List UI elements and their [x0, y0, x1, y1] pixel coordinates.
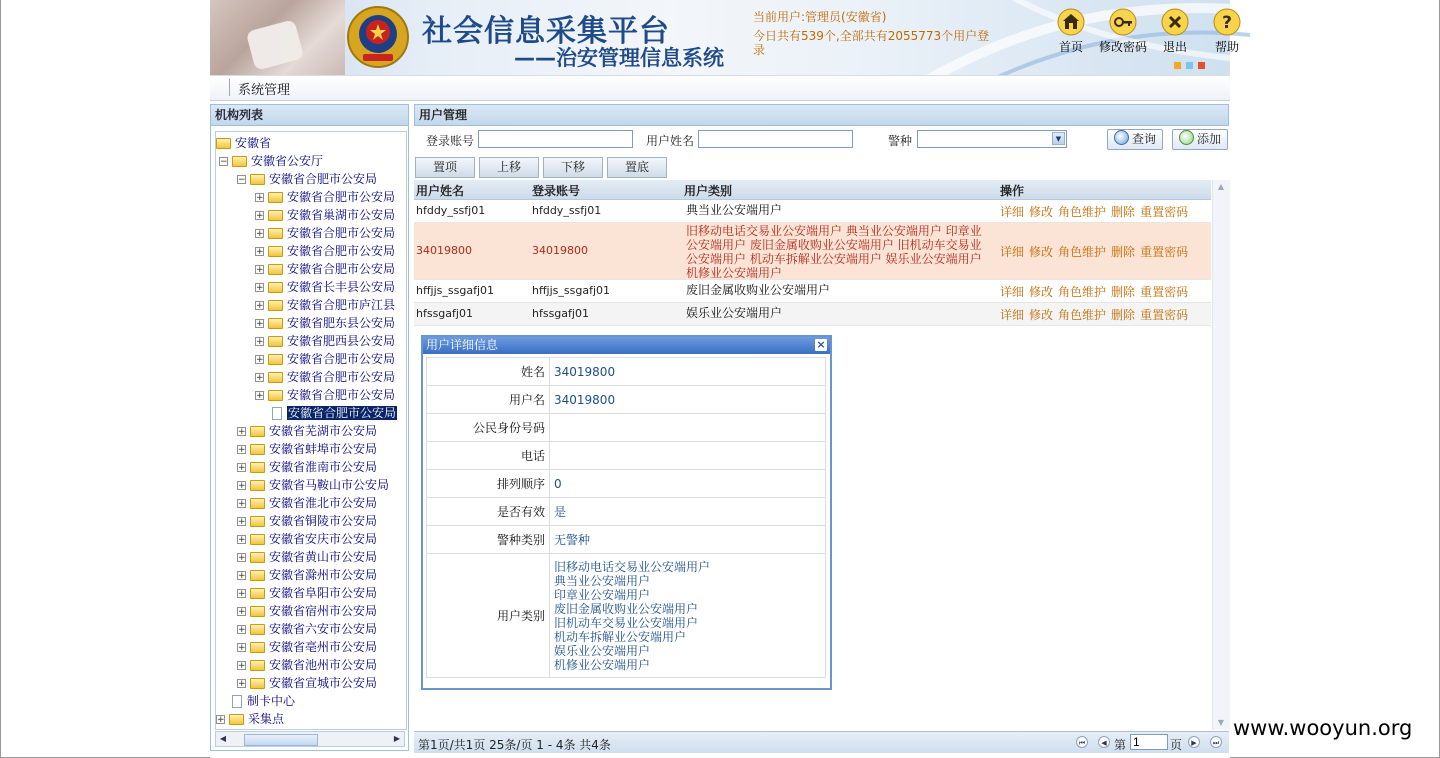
folder-icon — [250, 174, 265, 185]
cell-user-type — [686, 306, 998, 320]
nav-change-password-label: 修改密码 — [1098, 40, 1147, 54]
role-maintain-link[interactable]: 角色维护 — [1058, 205, 1107, 219]
user-type-line: 机修业公安端用户 — [686, 266, 783, 280]
tree-node-label: 安徽省合肥市公安局 — [287, 370, 396, 384]
user-detail-dialog — [421, 335, 832, 690]
close-icon[interactable]: × — [816, 338, 826, 351]
cell-user-name: 34019800 — [416, 244, 472, 257]
tree-node[interactable] — [255, 404, 397, 422]
role-maintain-link[interactable]: 角色维护 — [1058, 245, 1107, 259]
detail-value-line: 34019800 — [554, 364, 616, 379]
query-label: 查询 — [1131, 132, 1156, 146]
tree-node-label: 安徽省马鞍山市公安局 — [269, 478, 390, 492]
row-actions — [1000, 203, 1193, 220]
cell-user-type — [686, 283, 998, 297]
top-nav — [1045, 8, 1253, 55]
detail-value-line: 娱乐业公安端用户 — [554, 643, 651, 658]
tree-node-label: 安徽省 — [235, 136, 272, 150]
scroll-right-arrow-icon[interactable]: ▶ — [393, 734, 401, 743]
expand-icon[interactable]: + — [238, 499, 246, 509]
expand-icon[interactable]: + — [256, 319, 264, 329]
tree-node[interactable] — [237, 620, 377, 638]
folder-icon — [250, 588, 265, 599]
tree-node[interactable] — [255, 224, 395, 242]
detail-row — [427, 386, 826, 414]
collapse-icon[interactable]: − — [220, 157, 228, 167]
move-up-button[interactable]: 上移 — [479, 157, 539, 178]
module-bar — [210, 75, 1230, 101]
tree-node[interactable] — [255, 260, 395, 278]
folder-icon — [268, 300, 283, 311]
name-label: 用户姓名 — [646, 134, 695, 148]
expand-icon[interactable]: + — [256, 391, 264, 401]
detail-key: 是否有效 — [427, 498, 550, 526]
tree-node-label: 安徽省阜阳市公安局 — [269, 586, 378, 600]
expand-icon[interactable]: + — [217, 715, 225, 725]
folder-icon — [268, 264, 283, 275]
tree-node-label: 安徽省蚌埠市公安局 — [269, 442, 378, 456]
platform-title: 社会信息采集平台 — [422, 14, 670, 49]
folder-icon — [250, 534, 265, 545]
tree-node-label: 安徽省合肥市庐江县 — [287, 298, 396, 312]
expand-icon[interactable]: + — [238, 571, 246, 581]
reset-password-link[interactable]: 重置密码 — [1140, 285, 1189, 299]
banner-photo — [210, 0, 345, 75]
folder-icon — [268, 318, 283, 329]
police-emblem-icon — [345, 4, 411, 70]
detail-key: 姓名 — [427, 358, 550, 386]
edit-link[interactable]: 修改 — [1029, 285, 1054, 299]
detail-key: 公民身份号码 — [427, 414, 550, 442]
table-row[interactable] — [414, 200, 1211, 223]
tree-node-label: 安徽省肥西县公安局 — [287, 334, 396, 348]
add-button[interactable] — [1172, 129, 1228, 150]
key-icon — [1109, 8, 1137, 36]
tree-node-label: 安徽省铜陵市公安局 — [269, 514, 378, 528]
detail-key: 用户类别 — [427, 554, 550, 678]
pager-summary: 第1页/共1页 25条/页 1 - 4条 共4条 — [418, 738, 611, 752]
dialog-titlebar[interactable] — [423, 337, 830, 354]
move-bottom-button[interactable]: 置底 — [607, 157, 667, 178]
tree-node[interactable] — [255, 314, 395, 332]
expand-icon[interactable]: + — [256, 211, 264, 221]
theme-red-swatch[interactable] — [1198, 62, 1205, 69]
tree-node[interactable] — [255, 350, 395, 368]
tree-node[interactable] — [255, 386, 395, 404]
expand-icon[interactable]: + — [256, 229, 264, 239]
table-row[interactable] — [414, 280, 1211, 303]
org-panel — [210, 104, 409, 751]
tree-node-label: 安徽省淮南市公安局 — [269, 460, 378, 474]
detail-value-line: 旧移动电话交易业公安端用户 — [554, 559, 711, 574]
user-type-line: 公安端用户 废旧金属收购业公安端用户 旧机动车交易业 — [686, 238, 982, 252]
folder-icon — [268, 336, 283, 347]
detail-value — [550, 526, 826, 554]
detail-value-line: 旧机动车交易业公安端用户 — [554, 615, 699, 630]
tree-node-label: 安徽省芜湖市公安局 — [269, 424, 378, 438]
tree-node[interactable] — [237, 656, 377, 674]
detail-value-line: 印章业公安端用户 — [554, 587, 651, 602]
expand-icon[interactable]: + — [256, 265, 264, 275]
tree-node-label: 安徽省长丰县公安局 — [287, 280, 396, 294]
detail-row — [427, 414, 826, 442]
tree-node-label: 安徽省合肥市公安局 — [287, 244, 396, 258]
expand-icon[interactable]: + — [238, 481, 246, 491]
edit-link[interactable]: 修改 — [1029, 308, 1054, 322]
document-icon — [272, 407, 282, 420]
detail-value — [550, 414, 826, 442]
detail-key: 电话 — [427, 442, 550, 470]
role-maintain-link[interactable]: 角色维护 — [1058, 308, 1107, 322]
folder-icon — [250, 462, 265, 473]
tree-node[interactable] — [237, 602, 377, 620]
tree-node-label: 安徽省合肥市公安局 — [288, 406, 397, 420]
detail-table — [426, 357, 826, 678]
tree-node[interactable] — [237, 422, 377, 440]
tree-node-label: 安徽省池州市公安局 — [269, 658, 378, 672]
edit-link[interactable]: 修改 — [1029, 205, 1054, 219]
scrollbar-thumb[interactable] — [244, 734, 318, 746]
folder-icon — [268, 228, 283, 239]
detail-row — [427, 526, 826, 554]
org-tree — [215, 131, 407, 730]
detail-row — [427, 442, 826, 470]
tree-node[interactable] — [255, 242, 395, 260]
tree-node[interactable] — [255, 278, 395, 296]
user-type-line: 公安端用户 机动车拆解业公安端用户 娱乐业公安端用户 — [686, 252, 982, 266]
detail-link[interactable]: 详细 — [1000, 205, 1025, 219]
help-icon — [1213, 8, 1241, 36]
tree-node[interactable] — [237, 674, 377, 692]
folder-icon — [250, 552, 265, 563]
expand-icon[interactable]: + — [238, 661, 246, 671]
detail-value-line: 是 — [554, 504, 567, 519]
folder-icon — [250, 642, 265, 653]
tree-node-label: 安徽省六安市公安局 — [269, 622, 378, 636]
folder-icon — [268, 210, 283, 221]
tree-node-label: 安徽省合肥市公安局 — [269, 172, 378, 186]
exit-icon — [1161, 8, 1189, 36]
detail-value — [550, 554, 826, 678]
expand-icon[interactable]: + — [238, 607, 246, 617]
tree-node[interactable] — [216, 710, 284, 728]
detail-row — [427, 358, 826, 386]
folder-icon — [250, 624, 265, 635]
tree-node[interactable] — [255, 188, 395, 206]
tree-node[interactable] — [237, 548, 377, 566]
detail-key: 用户名 — [427, 386, 550, 414]
scroll-up-arrow-icon[interactable]: ▲ — [1217, 182, 1225, 191]
detail-link[interactable]: 详细 — [1000, 245, 1025, 259]
tree-node[interactable] — [216, 134, 271, 152]
query-button[interactable] — [1107, 129, 1163, 150]
expand-icon[interactable]: + — [256, 337, 264, 347]
dialog-title: 用户详细信息 — [426, 338, 499, 352]
folder-icon — [250, 498, 265, 509]
nav-exit-button[interactable] — [1149, 8, 1201, 55]
detail-key: 排列顺序 — [427, 470, 550, 498]
tree-node[interactable] — [219, 692, 295, 710]
tree-node-label: 安徽省合肥市公安局 — [287, 190, 396, 204]
tree-node-label: 安徽省淮北市公安局 — [269, 496, 378, 510]
cell-user-name: hffjjs_ssgafj01 — [416, 284, 495, 297]
tree-node[interactable] — [255, 368, 395, 386]
police-type-select[interactable] — [917, 130, 1067, 148]
expand-icon[interactable]: + — [256, 301, 264, 311]
search-icon — [1114, 130, 1129, 145]
cell-user-name: hfssgafj01 — [416, 307, 473, 320]
detail-value-line: 典当业公安端用户 — [554, 573, 651, 588]
header-banner — [210, 0, 1239, 75]
tree-node-label: 安徽省合肥市公安局 — [287, 388, 396, 402]
account-label: 登录账号 — [426, 134, 475, 148]
tree-node-label: 安徽省宿州市公安局 — [269, 604, 378, 618]
folder-icon — [268, 192, 283, 203]
tree-node[interactable] — [237, 440, 377, 458]
page-suffix: 页 — [1170, 738, 1183, 752]
detail-value-line: 机动车拆解业公安端用户 — [554, 629, 687, 644]
delete-link[interactable]: 删除 — [1111, 285, 1136, 299]
login-stats: 今日共有539个,全部共有2055773个用户登录 — [753, 29, 990, 57]
detail-value — [550, 498, 826, 526]
row-actions — [1000, 306, 1193, 323]
user-type-line: 废旧金属收购业公安端用户 — [686, 283, 831, 297]
expand-icon[interactable]: + — [256, 283, 264, 293]
delete-link[interactable]: 删除 — [1111, 308, 1136, 322]
page-prefix: 第 — [1114, 738, 1127, 752]
tree-node-label: 安徽省黄山市公安局 — [269, 550, 378, 564]
expand-icon[interactable]: + — [256, 247, 264, 257]
tree-node-label: 安徽省合肥市公安局 — [287, 226, 396, 240]
detail-value-line: 无警种 — [554, 532, 591, 547]
nav-exit-label: 退出 — [1162, 40, 1187, 54]
expand-icon[interactable]: + — [256, 193, 264, 203]
tree-node[interactable] — [255, 296, 395, 314]
folder-icon — [250, 606, 265, 617]
cell-account: hffjjs_ssgafj01 — [532, 284, 611, 297]
platform-subtitle: ——治安管理信息系统 — [514, 46, 724, 70]
next-page-icon[interactable]: ▶ — [1188, 736, 1200, 748]
org-panel-title: 机构列表 — [211, 105, 408, 126]
watermark: www.wooyun.org — [1233, 716, 1413, 740]
search-bar — [414, 127, 1229, 152]
folder-icon — [250, 426, 265, 437]
role-maintain-link[interactable]: 角色维护 — [1058, 285, 1107, 299]
tree-horizontal-scrollbar[interactable] — [215, 731, 405, 747]
page-number-input[interactable] — [1130, 734, 1168, 750]
folder-icon — [250, 660, 265, 671]
tree-node[interactable] — [237, 458, 377, 476]
tree-node-label: 安徽省合肥市公安局 — [287, 352, 396, 366]
delete-link[interactable]: 删除 — [1111, 205, 1136, 219]
row-actions — [1000, 283, 1193, 300]
tree-node[interactable] — [237, 494, 377, 512]
tree-node-label: 安徽省巢湖市公安局 — [287, 208, 396, 222]
cell-account: 34019800 — [532, 244, 588, 257]
folder-icon — [232, 156, 247, 167]
move-down-button[interactable]: 下移 — [543, 157, 603, 178]
police-type-label: 警种 — [888, 134, 913, 148]
reset-password-link[interactable]: 重置密码 — [1140, 205, 1189, 219]
delete-link[interactable]: 删除 — [1111, 245, 1136, 259]
name-input[interactable] — [698, 130, 853, 148]
nav-home-label: 首页 — [1058, 40, 1083, 54]
tree-node[interactable] — [237, 566, 377, 584]
cell-account: hfddy_ssfj01 — [532, 204, 602, 217]
tree-node-label: 安徽省公安厅 — [251, 154, 324, 168]
table-row[interactable] — [414, 223, 1211, 280]
pager — [414, 731, 1229, 753]
cell-user-type — [686, 203, 998, 217]
tree-node[interactable] — [255, 332, 395, 350]
document-icon — [232, 695, 242, 708]
expand-icon[interactable]: + — [238, 517, 246, 527]
detail-row — [427, 498, 826, 526]
detail-value-line: 机修业公安端用户 — [554, 657, 651, 672]
tree-node[interactable] — [237, 512, 377, 530]
reset-password-link[interactable]: 重置密码 — [1140, 245, 1189, 259]
folder-icon — [268, 246, 283, 257]
expand-icon[interactable]: + — [238, 553, 246, 563]
detail-link[interactable]: 详细 — [1000, 308, 1025, 322]
table-vertical-scrollbar[interactable] — [1212, 180, 1230, 730]
expand-icon[interactable]: + — [238, 535, 246, 545]
svg-text:?: ? — [1222, 13, 1232, 33]
tree-node[interactable] — [237, 170, 377, 188]
tree-node-label: 安徽省宣城市公安局 — [269, 676, 378, 690]
folder-icon — [268, 354, 283, 365]
tree-node-label: 采集点 — [248, 712, 285, 726]
folder-icon — [268, 282, 283, 293]
cell-account: hfssgafj01 — [532, 307, 589, 320]
current-user-label: 当前用户:管理员(安徽省) — [753, 10, 887, 24]
cell-user-name: hfddy_ssfj01 — [416, 204, 486, 217]
chevron-down-icon[interactable]: ▼ — [1052, 132, 1065, 145]
tree-node[interactable] — [237, 584, 377, 602]
col-actions: 操作 — [1000, 184, 1025, 198]
row-actions — [1000, 243, 1193, 260]
expand-icon[interactable]: + — [256, 373, 264, 383]
cell-user-type — [686, 224, 998, 280]
tree-node[interactable] — [237, 476, 389, 494]
scroll-left-arrow-icon[interactable]: ◀ — [219, 734, 227, 743]
folder-icon — [250, 444, 265, 455]
nav-home-button[interactable] — [1045, 8, 1097, 55]
detail-value-line: 34019800 — [554, 392, 616, 407]
tree-node[interactable] — [219, 152, 323, 170]
expand-icon[interactable]: + — [256, 355, 264, 365]
col-account: 登录账号 — [532, 184, 581, 198]
folder-icon — [250, 570, 265, 581]
last-page-icon[interactable]: ⏭ — [1210, 736, 1222, 748]
nav-change-password-button[interactable] — [1097, 8, 1149, 55]
add-label: 添加 — [1196, 132, 1221, 146]
expand-icon[interactable]: + — [238, 427, 246, 437]
detail-link[interactable]: 详细 — [1000, 285, 1025, 299]
detail-value — [550, 386, 826, 414]
expand-icon[interactable]: + — [238, 679, 246, 689]
add-user-icon — [1179, 130, 1194, 145]
reset-password-link[interactable]: 重置密码 — [1140, 308, 1189, 322]
expand-icon[interactable]: + — [238, 625, 246, 635]
account-input[interactable] — [478, 130, 633, 148]
theme-orange-swatch[interactable] — [1174, 62, 1181, 69]
detail-value-line: 废旧金属收购业公安端用户 — [554, 601, 699, 616]
folder-icon — [250, 678, 265, 689]
folder-icon — [229, 714, 244, 725]
move-top-button[interactable]: 置项 — [415, 157, 475, 178]
nav-help-label: 帮助 — [1214, 40, 1239, 54]
user-type-line: 娱乐业公安端用户 — [686, 306, 783, 320]
table-row[interactable] — [414, 303, 1211, 326]
prev-page-icon[interactable]: ◀ — [1098, 736, 1110, 748]
tree-node[interactable] — [237, 530, 377, 548]
module-label[interactable]: 系统管理 — [238, 83, 291, 98]
detail-value — [550, 470, 826, 498]
scroll-down-arrow-icon[interactable]: ▼ — [1217, 718, 1225, 727]
tree-node-label: 安徽省亳州市公安局 — [269, 640, 378, 654]
home-icon — [1057, 8, 1085, 36]
expand-icon[interactable]: + — [238, 463, 246, 473]
folder-icon — [250, 516, 265, 527]
detail-key: 警种类别 — [427, 526, 550, 554]
detail-row — [427, 554, 826, 678]
folder-icon — [268, 372, 283, 383]
folder-icon — [268, 390, 283, 401]
detail-value — [550, 442, 826, 470]
expand-icon[interactable]: + — [238, 643, 246, 653]
nav-help-button[interactable] — [1201, 8, 1253, 55]
edit-link[interactable]: 修改 — [1029, 245, 1054, 259]
expand-icon[interactable]: + — [238, 589, 246, 599]
tree-node-label: 安徽省合肥市公安局 — [287, 262, 396, 276]
tree-node-label: 安徽省安庆市公安局 — [269, 532, 378, 546]
user-type-line: 典当业公安端用户 — [686, 203, 783, 217]
detail-value-line: 0 — [554, 476, 562, 491]
expand-icon[interactable]: + — [238, 445, 246, 455]
collapse-icon[interactable]: − — [238, 175, 246, 185]
user-type-line: 旧移动电话交易业公安端用户 典当业公安端用户 印章业 — [686, 224, 982, 238]
table-header — [414, 180, 1211, 200]
panel-title: 用户管理 — [414, 104, 1229, 126]
tree-node[interactable] — [255, 206, 395, 224]
detail-value — [550, 358, 826, 386]
tree-node[interactable] — [237, 638, 377, 656]
folder-icon — [250, 480, 265, 491]
tree-node-label: 制卡中心 — [247, 694, 296, 708]
tree-node-label: 安徽省滁州市公安局 — [269, 568, 378, 582]
detail-row — [427, 470, 826, 498]
module-separator — [229, 79, 230, 96]
folder-icon — [216, 138, 231, 149]
col-user-type: 用户类别 — [684, 184, 733, 198]
tree-node-label: 安徽省肥东县公安局 — [287, 316, 396, 330]
theme-blue-swatch[interactable] — [1186, 62, 1193, 69]
first-page-icon[interactable]: ⏮ — [1076, 736, 1088, 748]
col-user-name: 用户姓名 — [416, 184, 465, 198]
